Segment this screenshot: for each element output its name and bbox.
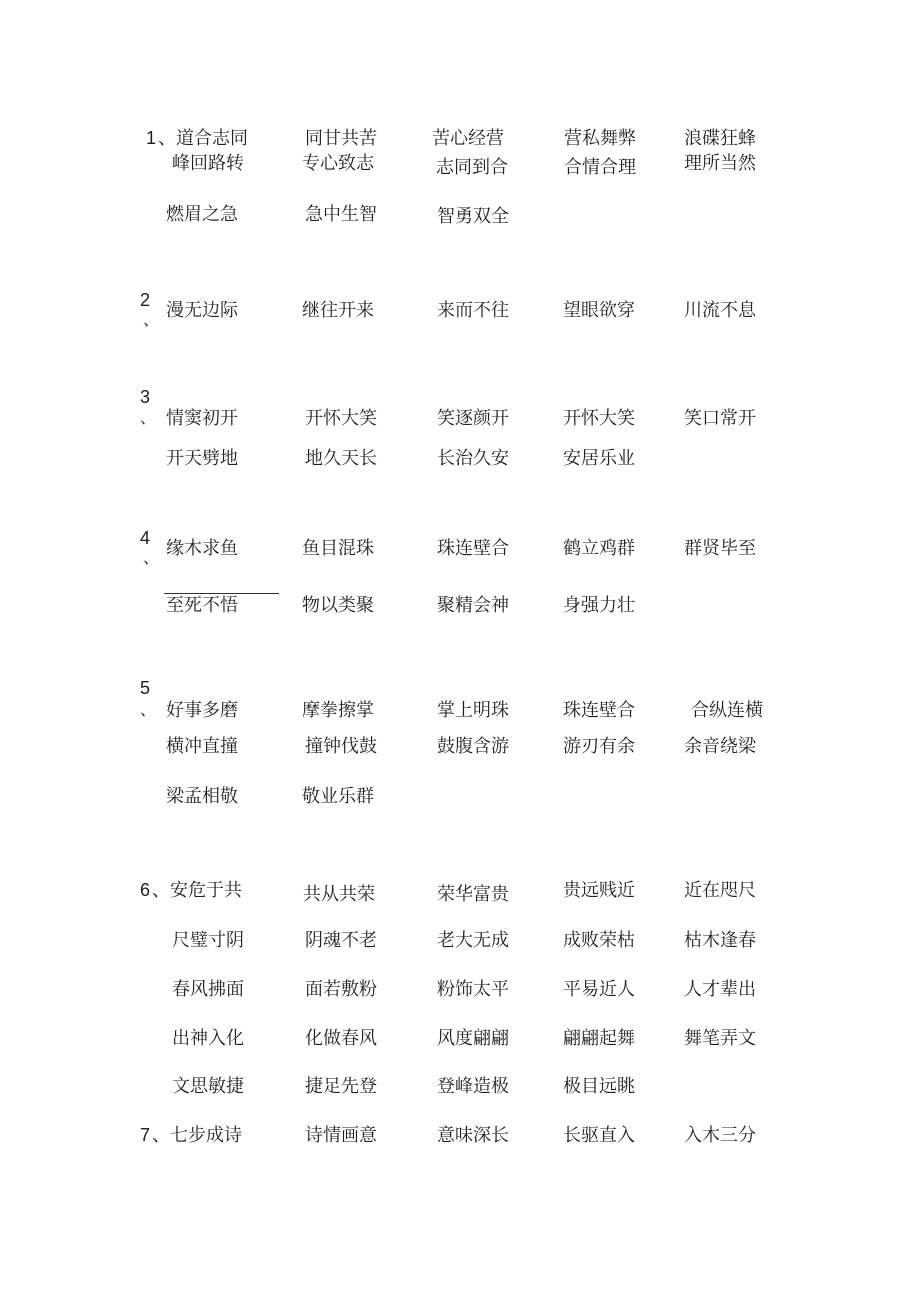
idiom: 鼓腹含游 [437, 736, 509, 757]
idiom: 专心致志 [302, 153, 374, 174]
idiom: 阴魂不老 [305, 930, 377, 951]
idiom: 合情合理 [564, 157, 636, 178]
idiom: 面若敷粉 [305, 979, 377, 1000]
idiom: 鹤立鸡群 [563, 538, 635, 559]
idiom: 道合志同 [176, 128, 248, 149]
idiom: 地久天长 [305, 448, 377, 469]
idiom: 掌上明珠 [437, 700, 509, 721]
section-separator: 、 [152, 1125, 170, 1145]
idiom: 平易近人 [563, 979, 635, 1000]
idiom: 情窦初开 [166, 408, 238, 429]
idiom: 开怀大笑 [305, 408, 377, 429]
idiom: 燃眉之急 [166, 204, 238, 225]
idiom: 尺璧寸阴 [172, 930, 244, 951]
idiom: 好事多磨 [166, 700, 238, 721]
idiom: 枯木逢春 [684, 930, 756, 951]
idiom: 笑逐颜开 [437, 408, 509, 429]
idiom: 粉饰太平 [437, 979, 509, 1000]
section-separator: 、 [158, 128, 176, 148]
section-number: 2 [140, 290, 151, 310]
section-number: 7 [140, 1125, 151, 1145]
idiom: 横冲直撞 [166, 736, 238, 757]
idiom: 登峰造极 [437, 1076, 509, 1097]
idiom: 理所当然 [684, 153, 756, 174]
idiom: 翩翩起舞 [563, 1028, 635, 1049]
idiom: 安居乐业 [563, 448, 635, 469]
idiom: 安危于共 [170, 880, 242, 901]
idiom: 敬业乐群 [302, 786, 374, 807]
idiom: 继往开来 [302, 300, 374, 321]
idiom: 珠连壁合 [437, 538, 509, 559]
idiom: 聚精会神 [437, 595, 509, 616]
section-number: 5 [140, 678, 151, 698]
idiom: 七步成诗 [170, 1125, 242, 1146]
idiom: 舞笔弄文 [684, 1028, 756, 1049]
idiom: 志同到合 [436, 157, 508, 178]
section-separator: 、 [152, 880, 170, 900]
idiom: 文思敏捷 [172, 1076, 244, 1097]
idiom: 鱼目混珠 [302, 538, 374, 559]
idiom: 近在咫尺 [684, 880, 756, 901]
underline-rule [164, 593, 279, 594]
idiom: 极目远眺 [563, 1076, 635, 1097]
idiom: 同甘共苦 [305, 128, 377, 149]
idiom: 梁孟相敬 [166, 786, 238, 807]
idiom: 来而不往 [437, 300, 509, 321]
idiom: 成败荣枯 [563, 930, 635, 951]
idiom: 开怀大笑 [563, 408, 635, 429]
idiom: 诗情画意 [305, 1125, 377, 1146]
idiom: 智勇双全 [437, 206, 509, 227]
section-number: 3 [140, 387, 151, 407]
idiom: 物以类聚 [302, 595, 374, 616]
idiom: 捷足先登 [305, 1076, 377, 1097]
idiom: 群贤毕至 [684, 538, 756, 559]
idiom: 贵远贱近 [563, 880, 635, 901]
idiom: 漫无边际 [166, 300, 238, 321]
idiom: 化做春风 [305, 1028, 377, 1049]
idiom: 人才辈出 [684, 979, 756, 1000]
section-number: 4 [140, 528, 151, 548]
idiom: 营私舞弊 [564, 128, 636, 149]
section-number: 6 [140, 880, 151, 900]
idiom: 老大无成 [437, 930, 509, 951]
section-separator: 、 [143, 310, 160, 329]
section-separator: 、 [143, 548, 160, 567]
idiom: 合纵连横 [691, 700, 763, 721]
idiom: 共从共荣 [303, 884, 375, 905]
section-separator: 、 [140, 700, 157, 719]
section-number: 1 [146, 128, 157, 148]
idiom: 川流不息 [684, 300, 756, 321]
idiom: 入木三分 [684, 1125, 756, 1146]
idiom: 笑口常开 [684, 408, 756, 429]
idiom: 意味深长 [437, 1125, 509, 1146]
idiom: 峰回路转 [172, 153, 244, 174]
idiom: 至死不悟 [166, 595, 238, 616]
idiom: 撞钟伐鼓 [305, 736, 377, 757]
idiom: 长治久安 [437, 448, 509, 469]
idiom: 望眼欲穿 [563, 300, 635, 321]
idiom: 长驱直入 [563, 1125, 635, 1146]
idiom: 余音绕梁 [684, 736, 756, 757]
idiom: 浪碟狂蜂 [684, 128, 756, 149]
idiom: 游刃有余 [563, 736, 635, 757]
idiom: 荣华富贵 [437, 884, 509, 905]
idiom: 出神入化 [172, 1028, 244, 1049]
idiom: 急中生智 [305, 204, 377, 225]
idiom: 开天劈地 [166, 448, 238, 469]
idiom: 珠连壁合 [563, 700, 635, 721]
idiom: 春风拂面 [172, 979, 244, 1000]
idiom: 风度翩翩 [437, 1028, 509, 1049]
idiom: 缘木求鱼 [166, 538, 238, 559]
idiom: 身强力壮 [563, 595, 635, 616]
idiom: 苦心经营 [432, 128, 504, 149]
section-separator: 、 [140, 408, 157, 427]
idiom: 摩拳擦掌 [302, 700, 374, 721]
